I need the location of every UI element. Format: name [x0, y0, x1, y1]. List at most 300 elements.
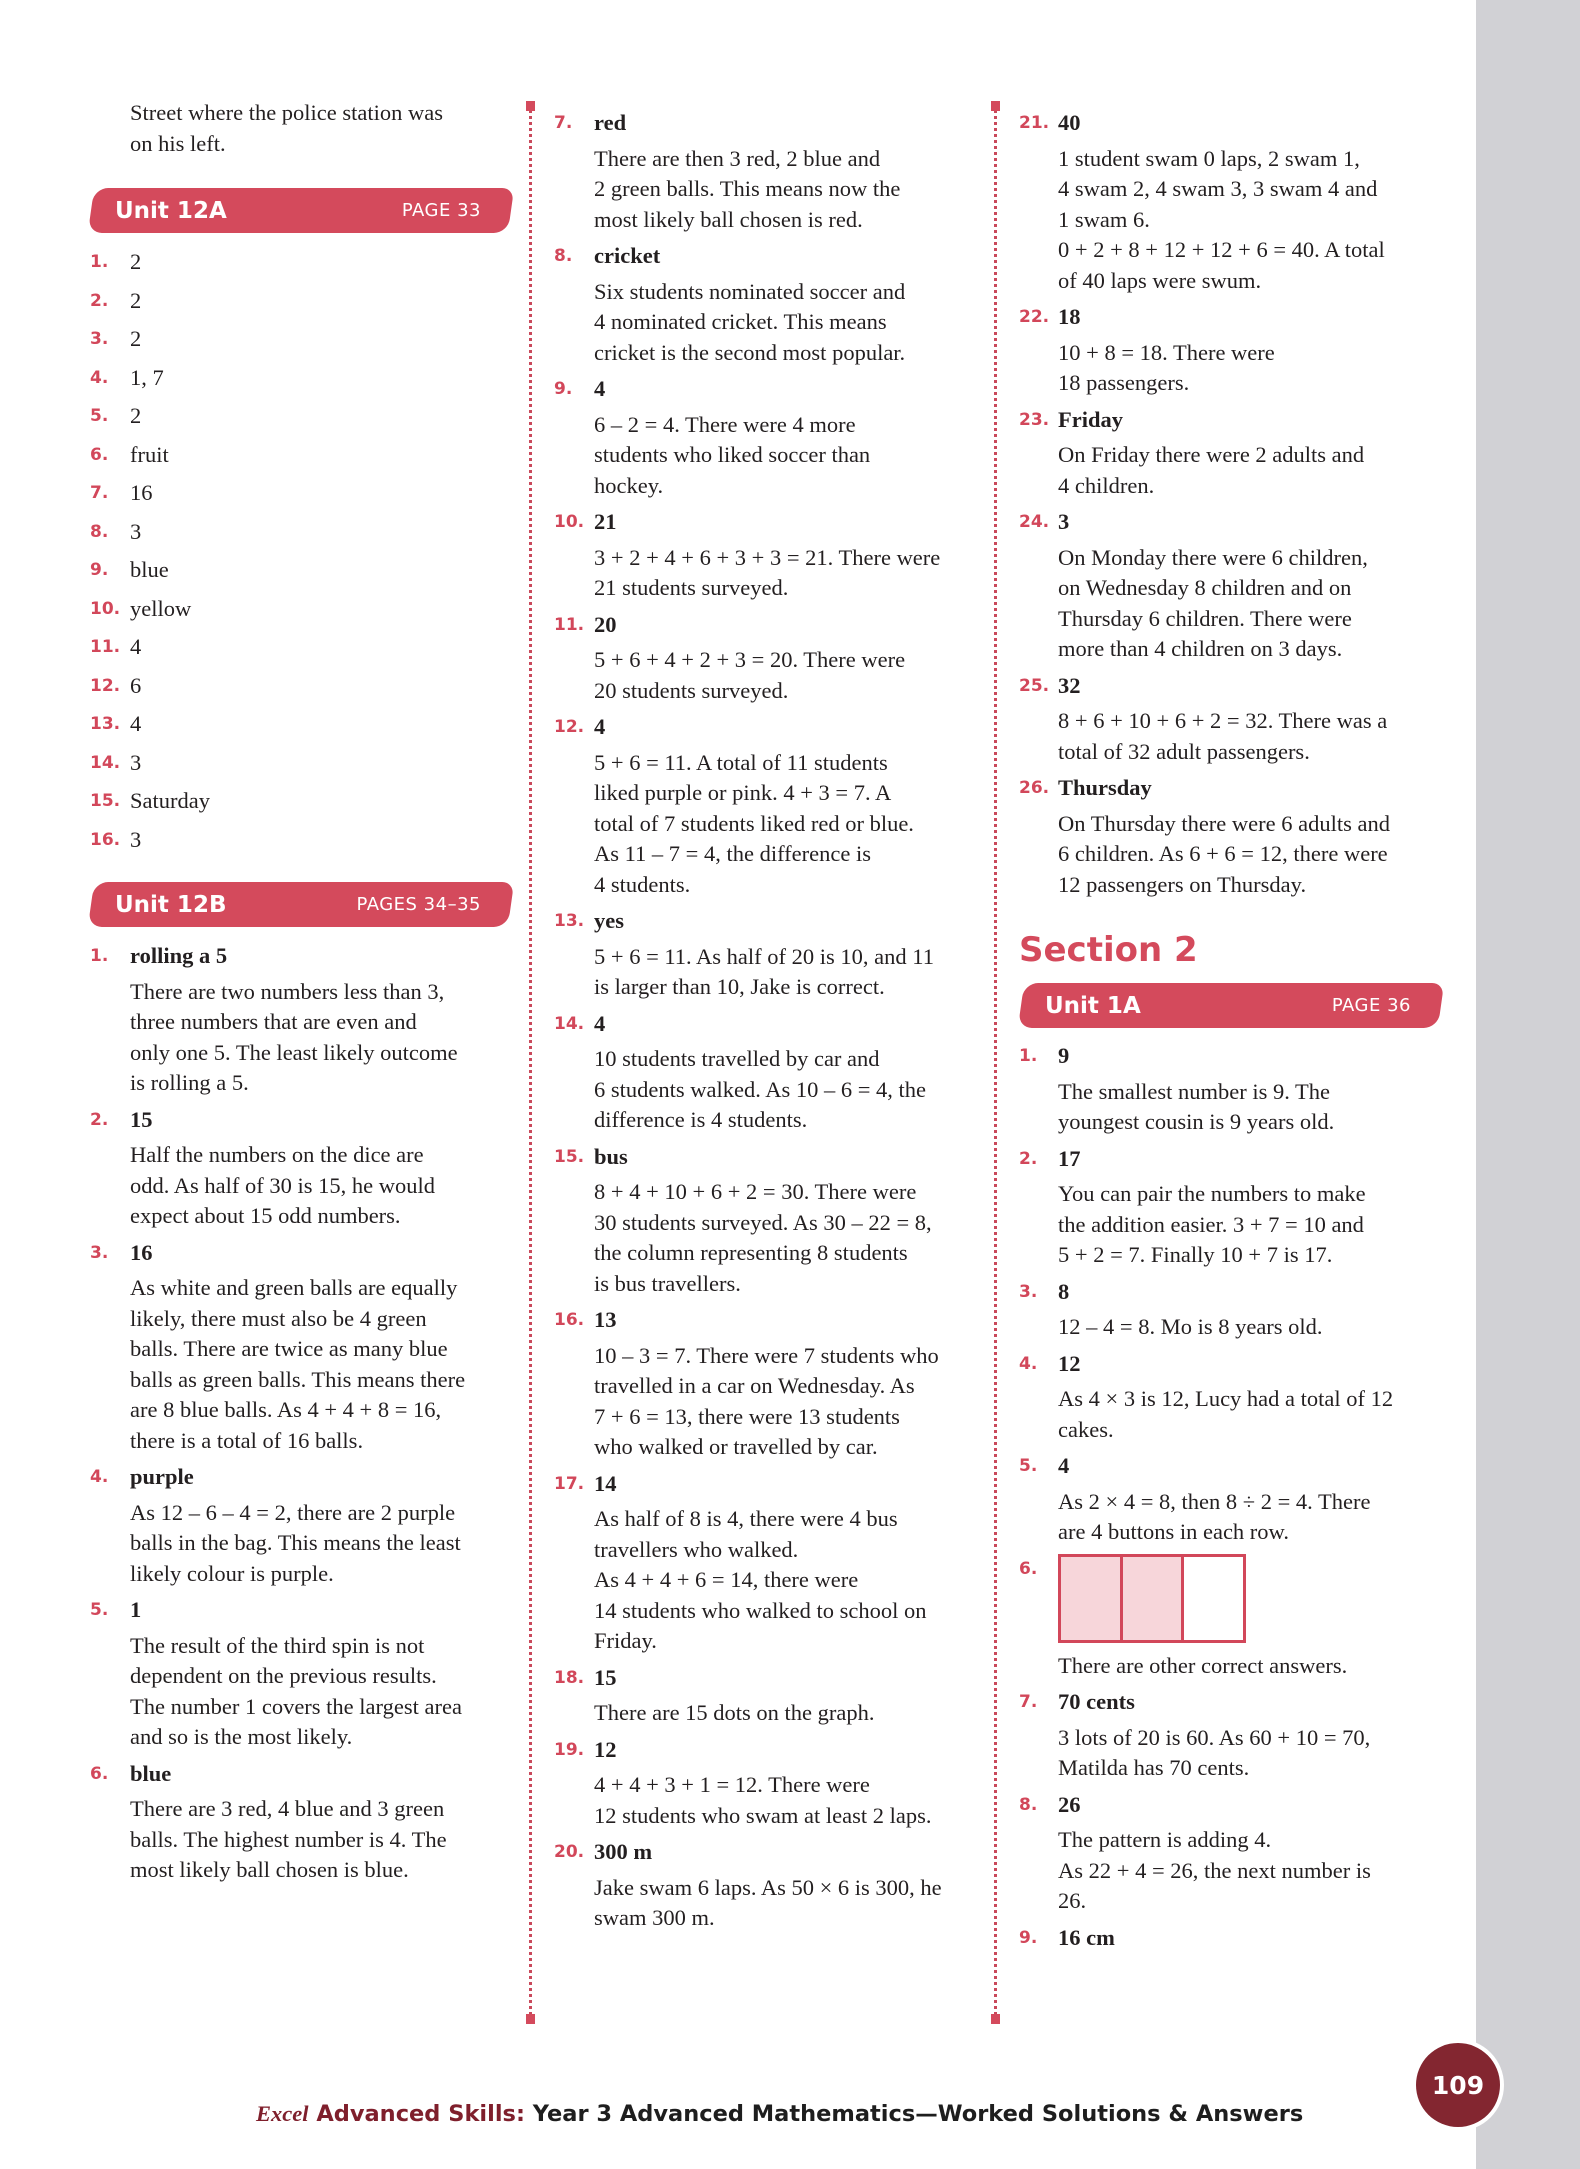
worked-solution: [594, 1698, 984, 1729]
worked-solution: [130, 1794, 515, 1886]
solution-line: 5 + 2 = 7. Finally 10 + 7 is 17.: [1058, 1242, 1333, 1267]
answer-content: [1019, 302, 1459, 399]
solution-line: 30 students surveyed. As 30 – 22 = 8,: [594, 1209, 932, 1235]
solution-line: 26.: [1058, 1888, 1087, 1913]
answer-item: [1019, 671, 1459, 768]
solution-line: The pattern is adding 4.: [1058, 1827, 1272, 1852]
footer-title: [256, 2101, 1303, 2127]
solution-line: 7 + 6 = 13, there were 13 students: [594, 1403, 900, 1429]
solution-line: As 22 + 4 = 26, the next number is: [1058, 1857, 1371, 1883]
answer-content: [554, 906, 984, 1003]
answer-item: [554, 610, 984, 707]
answer-item: [554, 906, 984, 1003]
answer-item: [554, 1837, 984, 1934]
footer-book-title: Year 3 Advanced Mathematics—Worked Solutions & Answers: [524, 2101, 1304, 2127]
answer-content: [554, 241, 984, 368]
solution-line: There are 3 red, 4 blue and 3 green: [130, 1796, 445, 1821]
answer-value: 40: [1058, 110, 1081, 135]
answer-item: [1019, 302, 1459, 399]
solution-line: Six students nominated soccer and: [594, 278, 906, 304]
answer-text: 1, 7: [130, 364, 164, 390]
solution-line: On Friday there were 2 adults and: [1058, 442, 1365, 467]
solution-line: 5 + 6 = 11. A total of 11 students: [594, 749, 888, 775]
answer-item: [90, 825, 515, 864]
worked-solution: [1058, 1384, 1459, 1445]
answer-value: cricket: [594, 243, 661, 268]
column-divider-2: [994, 110, 997, 2015]
page-number-badge: 109: [1416, 2043, 1500, 2127]
unit-12b-col3: [1019, 108, 1459, 906]
answer-value: 20: [594, 611, 617, 637]
solution-line: difference is 4 students.: [594, 1107, 808, 1132]
question-number: 11.: [554, 614, 585, 635]
answer-content: [1019, 1277, 1459, 1343]
worked-solution: [594, 748, 984, 901]
section-title: Section 2: [1019, 930, 1198, 970]
solution-line: As 11 – 7 = 4, the difference is: [594, 841, 871, 866]
worked-solution: [1058, 1487, 1459, 1548]
question-number: 1.: [1019, 1046, 1038, 1066]
solution-line: Thursday 6 children. There were: [1058, 605, 1352, 631]
shaded-cell: [1123, 1557, 1185, 1640]
question-number: 1.: [90, 946, 109, 966]
answer-item: [1019, 1349, 1459, 1446]
solution-line: As 12 – 6 – 4 = 2, there are 2 purple: [130, 1499, 456, 1525]
answer-value: rolling a 5: [130, 943, 228, 968]
answer-text: 16: [130, 480, 153, 505]
worked-solution: [594, 277, 984, 369]
intro-line: on his left.: [130, 130, 226, 156]
answer-content: [1019, 507, 1459, 665]
solution-line: students who liked soccer than: [594, 442, 871, 467]
answer-item: [90, 1238, 515, 1457]
solution-line: cakes.: [1058, 1416, 1114, 1442]
question-number: 5.: [90, 406, 109, 426]
answer-text: 3: [130, 749, 142, 775]
unit-page-ref: PAGE 33: [401, 200, 481, 221]
solution-line: more than 4 children on 3 days.: [1058, 636, 1343, 661]
solution-line: On Monday there were 6 children,: [1058, 544, 1368, 570]
answer-content: [1019, 108, 1459, 296]
answer-value: 15: [594, 1664, 617, 1690]
worked-solution: [130, 1140, 515, 1232]
answer-item: [90, 286, 515, 325]
question-number: 3.: [1019, 1281, 1038, 1302]
answer-item: [90, 401, 515, 440]
answer-value: 15: [130, 1106, 153, 1132]
answer-content: [554, 1305, 984, 1463]
solution-line: 4 children.: [1058, 472, 1155, 498]
question-number: 8.: [90, 521, 109, 542]
answer-value: 12: [594, 1736, 617, 1762]
solution-line: 20 students surveyed.: [594, 677, 789, 703]
question-number: 15.: [90, 791, 121, 811]
question-number: 26.: [1019, 778, 1050, 798]
solution-line: hockey.: [594, 472, 664, 498]
answer-value: 4: [594, 376, 606, 401]
solution-line: on Wednesday 8 children and on: [1058, 575, 1352, 600]
solution-line: 4 students.: [594, 871, 691, 897]
solution-line: odd. As half of 30 is 15, he would: [130, 1172, 435, 1198]
answer-value: 14: [594, 1470, 617, 1496]
answer-text: 2: [130, 326, 142, 351]
worked-solution: [594, 1341, 984, 1463]
solution-line: As 2 × 4 = 8, then 8 ÷ 2 = 4. There: [1058, 1488, 1371, 1514]
answer-content: [554, 712, 984, 900]
answer-value: 3: [1058, 509, 1070, 534]
worked-solution: [1058, 1179, 1459, 1271]
unit-title: Unit 12B: [115, 891, 227, 918]
answer-content: [554, 1663, 984, 1729]
answer-content: [554, 1009, 984, 1136]
answer-item: [90, 555, 515, 594]
question-number: 1.: [90, 252, 109, 272]
answer-content: [1019, 1451, 1459, 1548]
worked-solution: [1058, 1077, 1459, 1138]
question-number: 3.: [90, 329, 109, 349]
solution-line: 2 green balls. This means now the: [594, 176, 901, 201]
solution-line: cricket is the second most popular.: [594, 339, 906, 365]
answer-text: 2: [130, 287, 142, 313]
solution-line: On Thursday there were 6 adults and: [1058, 810, 1390, 836]
solution-line: three numbers that are even and: [130, 1009, 417, 1034]
question-number: 7.: [1019, 1692, 1038, 1712]
answer-value: 4: [594, 1010, 606, 1036]
solution-line: Friday.: [594, 1628, 657, 1653]
answer-item: [90, 440, 515, 479]
solution-line: there is a total of 16 balls.: [130, 1427, 364, 1453]
answer-value: 8: [1058, 1278, 1070, 1304]
solution-line: There are two numbers less than 3,: [130, 978, 445, 1004]
answer-content: [90, 1759, 515, 1886]
answer-content: [554, 1837, 984, 1934]
solution-line: 5 + 6 = 11. As half of 20 is 10, and 11: [594, 943, 934, 969]
solution-line: 6 students walked. As 10 – 6 = 4, the: [594, 1076, 927, 1102]
answer-value: 17: [1058, 1145, 1081, 1171]
answer-item: [90, 1759, 515, 1886]
answer-value: 32: [1058, 672, 1081, 698]
question-number: 2.: [90, 290, 109, 311]
shaded-rectangle-figure: [1058, 1554, 1246, 1643]
solution-line: 4 nominated cricket. This means: [594, 309, 887, 334]
question-number: 16.: [90, 829, 121, 850]
question-number: 18.: [554, 1667, 585, 1688]
answer-text: fruit: [130, 441, 169, 467]
answer-content: [1019, 773, 1459, 900]
answer-value: 26: [1058, 1791, 1081, 1817]
unshaded-cell: [1184, 1557, 1243, 1640]
answer-text: Saturday: [130, 788, 210, 813]
worked-solution: [594, 543, 984, 604]
answer-content: [1019, 671, 1459, 768]
worked-solution: [594, 1504, 984, 1657]
unit-title: Unit 1A: [1045, 992, 1141, 1019]
question-number: 9.: [1019, 1927, 1038, 1948]
solution-line: As half of 8 is 4, there were 4 bus: [594, 1506, 898, 1531]
unit-12b-col1: [90, 941, 515, 1892]
worked-solution: [594, 144, 984, 236]
answer-content: [90, 941, 515, 1099]
solution-line: 12 students who swam at least 2 laps.: [594, 1802, 932, 1828]
solution-line: 10 students travelled by car and: [594, 1046, 880, 1071]
solution-line: swam 300 m.: [594, 1905, 715, 1930]
answer-content: [1019, 1923, 1459, 1954]
answer-item: [1019, 1277, 1459, 1343]
answer-item: [554, 1663, 984, 1729]
question-number: 22.: [1019, 307, 1050, 327]
solution-line: dependent on the previous results.: [130, 1663, 437, 1688]
answer-item: [90, 1105, 515, 1232]
answer-content: [90, 1105, 515, 1232]
unit-header-12a: [88, 188, 514, 233]
question-number: 6.: [90, 444, 109, 465]
solution-line: are 8 blue balls. As 4 + 4 + 8 = 16,: [130, 1397, 442, 1422]
answer-content: [554, 1735, 984, 1832]
solution-line: liked purple or pink. 4 + 3 = 7. A: [594, 780, 892, 805]
question-number: 6.: [1019, 1558, 1038, 1579]
divider-cap-bottom-1: [526, 2014, 535, 2024]
answer-text: 4: [130, 711, 142, 736]
question-number: 5.: [1019, 1456, 1038, 1476]
answer-item: [554, 712, 984, 900]
answer-item: [554, 108, 984, 235]
solution-line: likely colour is purple.: [130, 1560, 334, 1586]
answer-value: blue: [130, 1760, 172, 1786]
answer-value: 21: [594, 509, 617, 534]
answer-item: [1019, 1451, 1459, 1548]
question-number: 15.: [554, 1146, 585, 1167]
solution-line: the addition easier. 3 + 7 = 10 and: [1058, 1211, 1364, 1237]
question-number: 8.: [1019, 1794, 1038, 1815]
answer-value: yes: [594, 908, 624, 933]
worked-solution: [594, 942, 984, 1003]
answer-text: 2: [130, 249, 142, 274]
solution-line: travelled in a car on Wednesday. As: [594, 1373, 915, 1398]
answer-value: 13: [594, 1307, 617, 1332]
solution-line: 1 swam 6.: [1058, 206, 1150, 232]
question-number: 19.: [554, 1739, 585, 1760]
answer-content: [554, 1469, 984, 1657]
solution-line: only one 5. The least likely outcome: [130, 1039, 458, 1065]
question-number: 20.: [554, 1842, 585, 1862]
answer-text: 2: [130, 403, 142, 428]
worked-solution: [1058, 809, 1459, 901]
solution-line: As 4 × 3 is 12, Lucy had a total of 12: [1058, 1386, 1394, 1411]
answer-value: 12: [1058, 1350, 1081, 1376]
solution-line: 4 swam 2, 4 swam 3, 3 swam 4 and: [1058, 176, 1378, 201]
answer-value: purple: [130, 1464, 194, 1489]
question-number: 14.: [90, 752, 121, 773]
question-number: 13.: [554, 911, 585, 931]
answer-item: [554, 1305, 984, 1463]
solution-line: 3 lots of 20 is 60. As 60 + 10 = 70,: [1058, 1724, 1371, 1750]
footer-excel: Excel: [256, 2101, 309, 2126]
solution-line: balls. The highest number is 4. The: [130, 1826, 447, 1852]
worked-solution: [594, 1177, 984, 1299]
question-number: 12.: [554, 717, 585, 737]
solution-line: The result of the third spin is not: [130, 1632, 425, 1658]
solution-line: is rolling a 5.: [130, 1070, 249, 1095]
answer-item: [90, 671, 515, 710]
answer-item: [1019, 1144, 1459, 1271]
shaded-cell: [1061, 1557, 1123, 1640]
question-number: 12.: [90, 675, 121, 696]
worked-solution: [594, 1873, 984, 1934]
answer-content: [1019, 405, 1459, 502]
answer-item: [90, 517, 515, 556]
question-number: 21.: [1019, 113, 1050, 133]
solution-line: total of 32 adult passengers.: [1058, 738, 1310, 764]
solution-line: 8 + 6 + 10 + 6 + 2 = 32. There was a: [1058, 708, 1388, 733]
question-number: 11.: [90, 637, 121, 657]
question-number: 4.: [90, 1467, 109, 1487]
solution-line: is larger than 10, Jake is correct.: [594, 974, 885, 999]
answer-item: [90, 324, 515, 363]
question-number: 5.: [90, 1600, 109, 1620]
answer-item: [1019, 1923, 1459, 1954]
answer-text: 6: [130, 672, 142, 698]
footer-brand: Advanced Skills:: [308, 2101, 525, 2127]
question-number: 16.: [554, 1310, 585, 1330]
worked-solution: [1058, 1825, 1459, 1917]
solution-line: 12 – 4 = 8. Mo is 8 years old.: [1058, 1314, 1323, 1339]
answer-content: [554, 1142, 984, 1300]
answer-content: [554, 374, 984, 501]
answer-value: 4: [594, 714, 606, 739]
question-number: 23.: [1019, 409, 1050, 430]
answer-text: 4: [130, 634, 142, 659]
solution-line: 8 + 4 + 10 + 6 + 2 = 30. There were: [594, 1179, 917, 1204]
worked-solution: [1058, 144, 1459, 297]
solution-line: 6 – 2 = 4. There were 4 more: [594, 411, 856, 437]
solution-line: who walked or travelled by car.: [594, 1434, 878, 1459]
answer-item: [1019, 773, 1459, 900]
solution-line: The smallest number is 9. The: [1058, 1078, 1331, 1104]
worked-solution: [1058, 1723, 1459, 1784]
question-number: 4.: [90, 367, 109, 388]
worked-solution: [130, 1631, 515, 1753]
answer-text: 3: [130, 518, 142, 544]
answer-value: 300 m: [594, 1839, 653, 1864]
answer-value: bus: [594, 1143, 628, 1169]
solution-line: As white and green balls are equally: [130, 1275, 458, 1300]
question-number: 25.: [1019, 675, 1050, 696]
answer-item: [554, 374, 984, 501]
answer-item: [90, 748, 515, 787]
solution-line: 10 – 3 = 7. There were 7 students who: [594, 1342, 939, 1368]
solution-line: expect about 15 odd numbers.: [130, 1203, 401, 1228]
unit-12b-col2: [554, 108, 984, 1940]
answer-content: [554, 507, 984, 604]
solution-line: The number 1 covers the largest area: [130, 1693, 462, 1719]
question-number: 2.: [1019, 1148, 1038, 1169]
solution-line: balls. There are twice as many blue: [130, 1336, 448, 1361]
solution-line: the column representing 8 students: [594, 1240, 908, 1265]
unit-header-12b: [88, 882, 514, 927]
answer-item: [90, 786, 515, 825]
question-number: 3.: [90, 1242, 109, 1263]
answer-value: 1: [130, 1597, 142, 1622]
answer-content: [90, 1595, 515, 1753]
answer-item: [90, 363, 515, 402]
answer-item: [554, 507, 984, 604]
solution-line: 1 student swam 0 laps, 2 swam 1,: [1058, 145, 1360, 171]
solution-line: 12 passengers on Thursday.: [1058, 871, 1307, 897]
solution-line: 4 + 4 + 3 + 1 = 12. There were: [594, 1772, 870, 1797]
worked-solution: [594, 1770, 984, 1831]
answer-content: [90, 1462, 515, 1589]
question-number: 14.: [554, 1013, 585, 1034]
question-number: 8.: [554, 246, 573, 266]
unit-1a-answers: [1019, 1041, 1459, 1959]
answer-item: [554, 241, 984, 368]
worked-solution: [1058, 1651, 1459, 1682]
question-number: 9.: [554, 379, 573, 399]
solution-line: Half the numbers on the dice are: [130, 1142, 424, 1167]
worked-solution: [594, 410, 984, 502]
answer-item: [554, 1735, 984, 1832]
page-edge-strip: [1476, 0, 1580, 2169]
answer-content: [1019, 1790, 1459, 1917]
question-number: 10.: [90, 598, 121, 619]
answer-text: yellow: [130, 595, 192, 621]
answer-value: 16: [130, 1239, 153, 1265]
answer-item: [90, 632, 515, 671]
answer-content: [1019, 1554, 1459, 1682]
answer-content: [1019, 1687, 1459, 1784]
question-number: 4.: [1019, 1353, 1038, 1374]
divider-cap-bottom-2: [991, 2014, 1000, 2024]
answer-item: [90, 1462, 515, 1589]
answer-item: [90, 941, 515, 1099]
worked-solution: [1058, 543, 1459, 665]
answer-value: 4: [1058, 1453, 1070, 1478]
answer-value: 70 cents: [1058, 1689, 1135, 1714]
answer-item: [90, 709, 515, 748]
answer-item: [1019, 1041, 1459, 1138]
answer-item: [1019, 507, 1459, 665]
solution-line: of 40 laps were swum.: [1058, 267, 1262, 293]
question-number: 7.: [90, 483, 109, 503]
question-number: 6.: [90, 1763, 109, 1784]
answer-text: blue: [130, 557, 169, 582]
solution-line: Matilda has 70 cents.: [1058, 1755, 1250, 1780]
solution-line: is bus travellers.: [594, 1270, 741, 1296]
solution-line: 21 students surveyed.: [594, 575, 789, 600]
solution-line: balls as green balls. This means there: [130, 1366, 466, 1392]
solution-line: 18 passengers.: [1058, 370, 1190, 395]
worked-solution: [1058, 1312, 1459, 1343]
solution-line: As 4 + 4 + 6 = 14, there were: [594, 1567, 859, 1592]
solution-line: 14 students who walked to school on: [594, 1597, 927, 1623]
answer-content: [1019, 1349, 1459, 1446]
divider-cap-top-2: [991, 101, 1000, 111]
solution-line: most likely ball chosen is blue.: [130, 1857, 409, 1882]
solution-line: Jake swam 6 laps. As 50 × 6 is 300, he: [594, 1874, 942, 1900]
unit-12a-answers: [90, 247, 515, 863]
answer-item: [90, 247, 515, 286]
solution-line: 10 + 8 = 18. There were: [1058, 339, 1275, 365]
answer-item: [1019, 108, 1459, 296]
answer-item: [1019, 405, 1459, 502]
solution-line: There are other correct answers.: [1058, 1652, 1348, 1678]
solution-line: 6 children. As 6 + 6 = 12, there were: [1058, 841, 1388, 866]
divider-cap-top-1: [526, 101, 535, 111]
solution-line: youngest cousin is 9 years old.: [1058, 1109, 1335, 1134]
answer-content: [554, 108, 984, 235]
intro-text: [90, 98, 515, 159]
answer-item: [90, 478, 515, 517]
